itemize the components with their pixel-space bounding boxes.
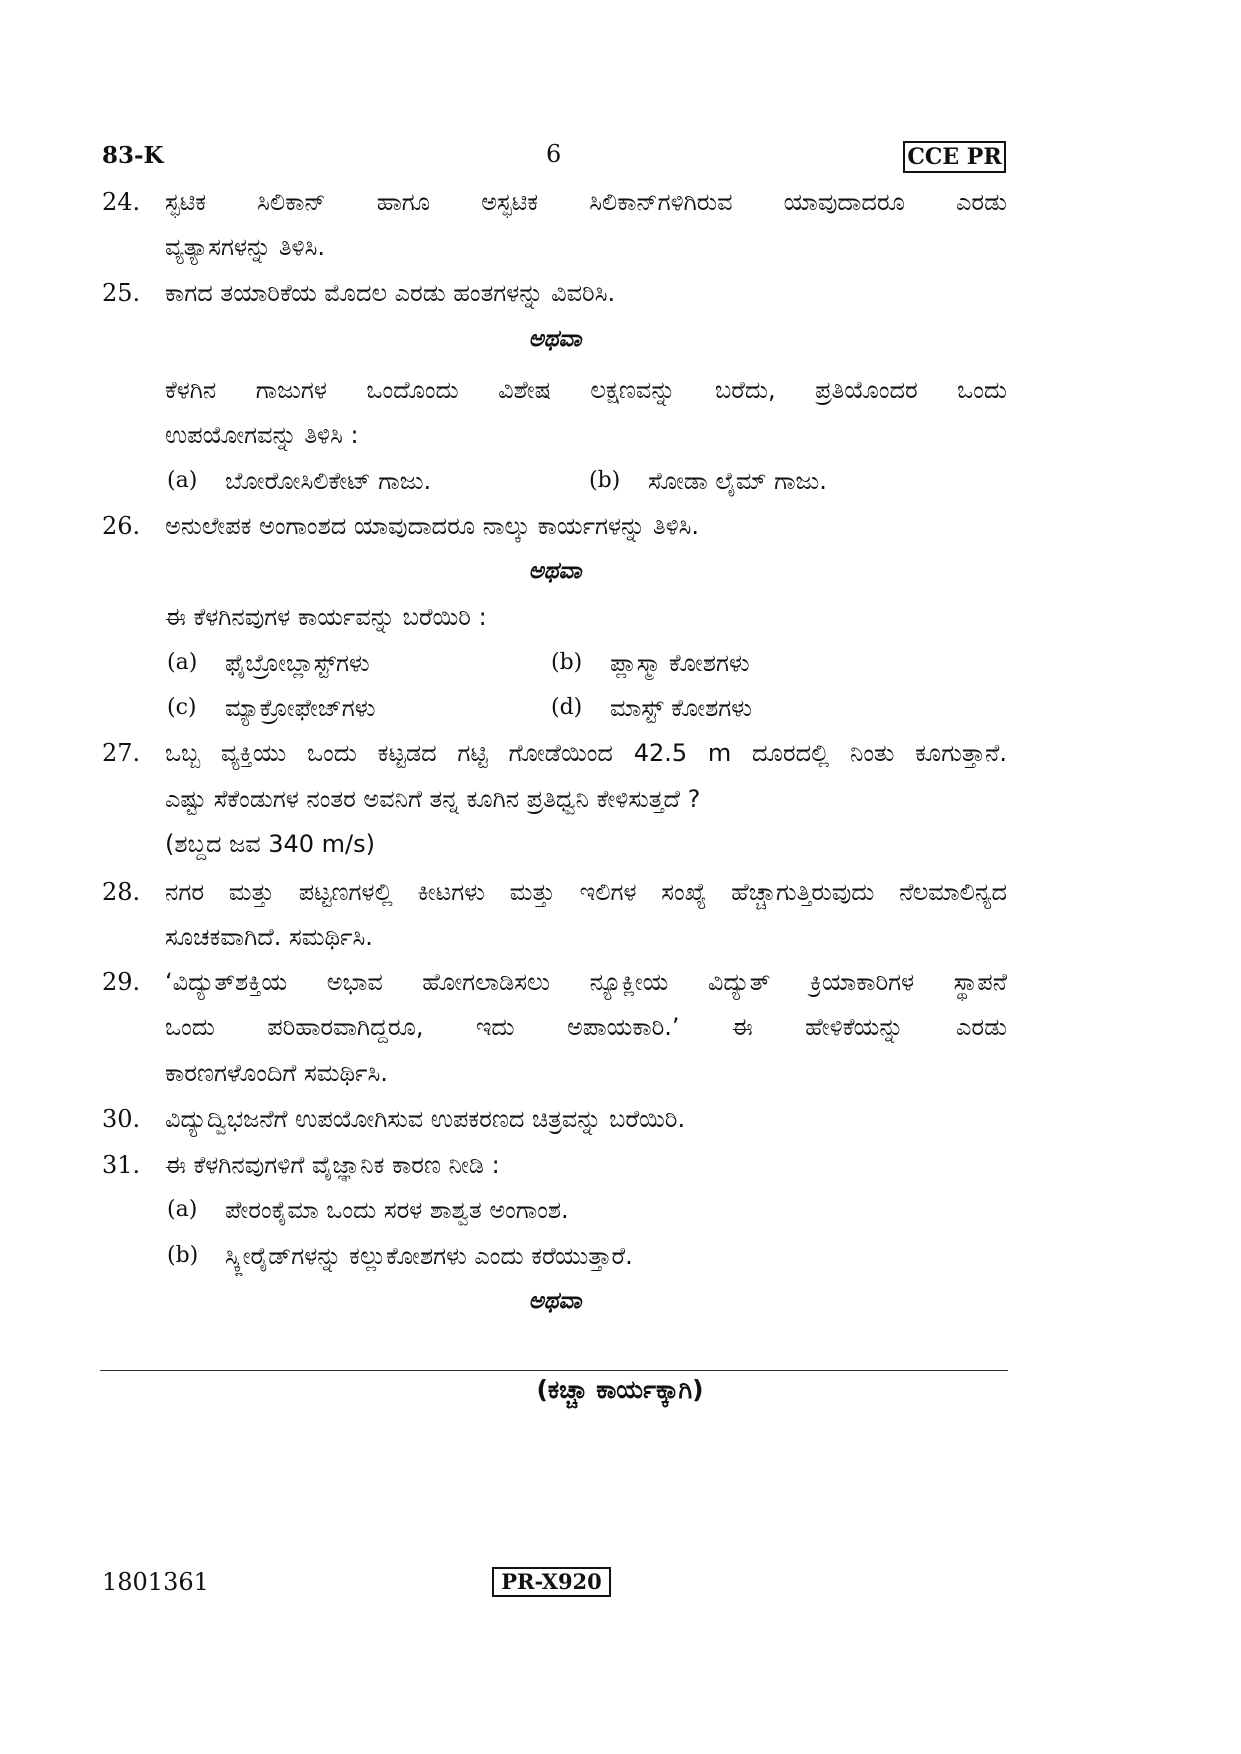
paper-code-box: PR-X920 — [492, 1567, 611, 1597]
q31-a-label: (a) — [167, 1197, 198, 1222]
q25-or: ಅಥವಾ — [528, 326, 582, 352]
q31-line1: ಈ ಕೆಳಗಿನವುಗಳಿಗೆ ವೈಜ್ಞಾನಿಕ ಕಾರಣ ನೀಡಿ : — [165, 1151, 500, 1179]
q26-b-text: ಪ್ಲಾಸ್ಮಾ ಕೋಶಗಳು — [610, 649, 750, 677]
q27-line3: (ಶಬ್ದದ ಜವ 340 m/s) — [165, 830, 376, 858]
q31-number: 31. — [102, 1151, 141, 1179]
q28-line1: ನಗರ ಮತ್ತು ಪಟ್ಟಣಗಳಲ್ಲಿ ಕೀಟಗಳು ಮತ್ತು ಇಲಿಗಳ ಸಂಖ್ಯೆ ಹೆಚ್ಚಾಗುತ್ತಿರುವುದು ನೆಲಮಾಲಿನ್ಯದ — [165, 878, 1007, 906]
q31-or: ಅಥವಾ — [528, 1288, 582, 1314]
q25-alt-line1: ಕೆಳಗಿನ ಗಾಜುಗಳ ಒಂದೊಂದು ವಿಶೇಷ ಲಕ್ಷಣವನ್ನು ಬರೆದು, ಪ್ರತಿಯೊಂದರ ಒಂದು — [165, 376, 1007, 404]
q29-line2: ಒಂದು ಪರಿಹಾರವಾಗಿದ್ದರೂ, ಇದು ಅಪಾಯಕಾರಿ.’ ಈ ಹೇಳಿಕೆಯನ್ನು ಎರಡು — [165, 1013, 1007, 1041]
q24-line1: ಸ್ಫಟಿಕ ಸಿಲಿಕಾನ್ ಹಾಗೂ ಅಸ್ಫಟಿಕ ಸಿಲಿಕಾನ್‌ಗಳಿಗಿರುವ ಯಾವುದಾದರೂ ಎರಡು — [165, 188, 1007, 216]
q25-alt-line2: ಉಪಯೋಗವನ್ನು ತಿಳಿಸಿ : — [165, 421, 359, 449]
q26-a-text: ಫೈಬ್ರೋಬ್ಲಾಸ್ಟ್‌ಗಳು — [225, 649, 370, 677]
q24-number: 24. — [102, 188, 141, 216]
serial-number: 1801361 — [102, 1568, 209, 1596]
q25-b-text: ಸೋಡಾ ಲೈಮ್ ಗಾಜು. — [648, 467, 827, 495]
q29-number: 29. — [102, 968, 141, 996]
q26-number: 26. — [102, 512, 141, 540]
q29-line3: ಕಾರಣಗಳೊಂದಿಗೆ ಸಮರ್ಥಿಸಿ. — [165, 1059, 388, 1087]
rough-work-divider — [100, 1370, 1008, 1371]
q24-line2: ವ್ಯತ್ಯಾಸಗಳನ್ನು ತಿಳಿಸಿ. — [165, 233, 326, 261]
q25-a-text: ಬೋರೋಸಿಲಿಕೇಟ್ ಗಾಜು. — [225, 467, 432, 495]
cce-pr-badge: CCE PR — [903, 141, 1006, 173]
q25-line1: ಕಾಗದ ತಯಾರಿಕೆಯ ಮೊದಲ ಎರಡು ಹಂತಗಳನ್ನು ವಿವರಿಸಿ. — [165, 279, 616, 307]
page-number: 6 — [546, 140, 562, 168]
q29-line1: ‘ವಿದ್ಯುತ್‌ಶಕ್ತಿಯ ಅಭಾವ ಹೋಗಲಾಡಿಸಲು ನ್ಯೂಕ್ಲೀಯ ವಿದ್ಯುತ್ ಕ್ರಿಯಾಕಾರಿಗಳ ಸ್ಥಾಪನೆ — [165, 968, 1007, 996]
q25-b-label: (b) — [589, 468, 621, 493]
q26-alt-line1: ಈ ಕೆಳಗಿನವುಗಳ ಕಾರ್ಯವನ್ನು ಬರೆಯಿರಿ : — [165, 603, 487, 631]
q26-c-label: (c) — [167, 695, 197, 720]
paper-code-header: 83-K — [102, 142, 164, 169]
q26-d-text: ಮಾಸ್ಟ್ ಕೋಶಗಳು — [610, 694, 752, 722]
rough-work-label: (ಕಚ್ಚಾ ಕಾರ್ಯಕ್ಕಾಗಿ) — [536, 1375, 704, 1404]
q26-c-text: ಮ್ಯಾಕ್ರೋಫೇಜ್‌ಗಳು — [225, 694, 376, 722]
q26-d-label: (d) — [551, 695, 583, 720]
q31-b-text: ಸ್ಕ್ಲೀರೈಡ್‌ಗಳನ್ನು ಕಲ್ಲುಕೋಶಗಳು ಎಂದು ಕರೆಯುತ್ತಾರೆ. — [225, 1242, 633, 1270]
q27-number: 27. — [102, 739, 141, 767]
q31-b-label: (b) — [167, 1243, 199, 1268]
q26-or: ಅಥವಾ — [528, 558, 582, 584]
q25-a-label: (a) — [167, 468, 198, 493]
q31-a-text: ಪೇರಂಕೈಮಾ ಒಂದು ಸರಳ ಶಾಶ್ವತ ಅಂಗಾಂಶ. — [225, 1196, 569, 1224]
q28-number: 28. — [102, 878, 141, 906]
q28-line2: ಸೂಚಕವಾಗಿದೆ. ಸಮರ್ಥಿಸಿ. — [165, 923, 373, 951]
q27-line1: ಒಬ್ಬ ವ್ಯಕ್ತಿಯು ಒಂದು ಕಟ್ಟಡದ ಗಟ್ಟಿ ಗೋಡೆಯಿಂದ 42.5 m ದೂರದಲ್ಲಿ ನಿಂತು ಕೂಗುತ್ತಾನೆ. — [165, 739, 1007, 767]
q30-line1: ವಿದ್ಯುದ್ವಿಭಜನೆಗೆ ಉಪಯೋಗಿಸುವ ಉಪಕರಣದ ಚಿತ್ರವನ್ನು ಬರೆಯಿರಿ. — [165, 1105, 686, 1133]
q25-number: 25. — [102, 279, 141, 307]
q26-b-label: (b) — [551, 650, 583, 675]
q26-line1: ಅನುಲೇಪಕ ಅಂಗಾಂಶದ ಯಾವುದಾದರೂ ನಾಲ್ಕು ಕಾರ್ಯಗಳನ್ನು ತಿಳಿಸಿ. — [165, 512, 700, 540]
q27-line2: ಎಷ್ಟು ಸೆಕೆಂಡುಗಳ ನಂತರ ಅವನಿಗೆ ತನ್ನ ಕೂಗಿನ ಪ್ರತಿಧ್ವನಿ ಕೇಳಿಸುತ್ತದೆ ? — [165, 785, 701, 813]
q26-a-label: (a) — [167, 650, 198, 675]
q30-number: 30. — [102, 1105, 141, 1133]
